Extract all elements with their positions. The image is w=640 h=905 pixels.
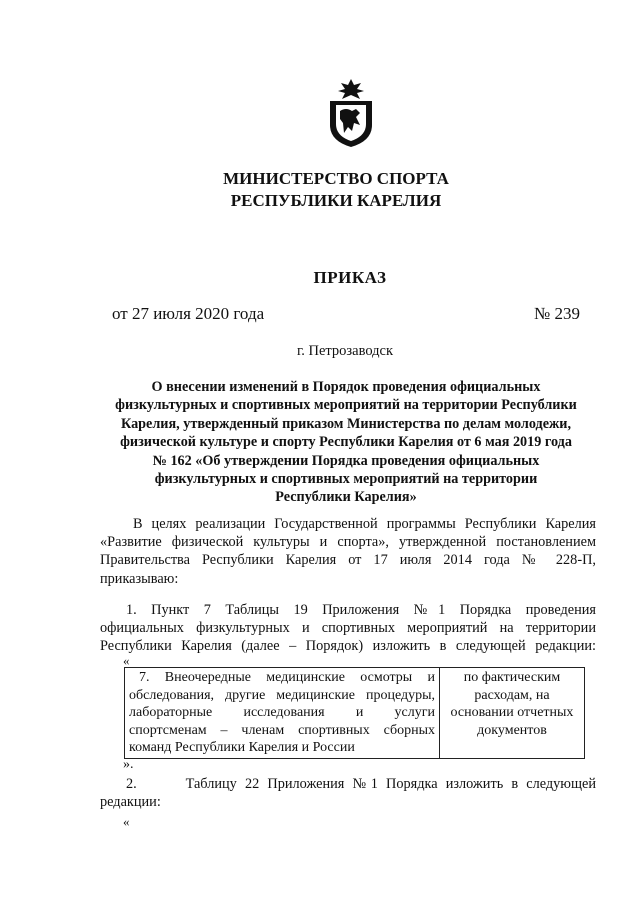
cell-line: документов (477, 722, 547, 738)
cell-line: лабораторные исследования и услуги (129, 705, 435, 721)
cell-line: расходам, на (474, 687, 550, 703)
preamble-paragraph (100, 515, 596, 588)
item-2-paragraph (100, 775, 596, 811)
cell-line: команд Республики Карелия и России (129, 740, 355, 756)
subject-line: Карелия, утвержденный приказом Министерства по делам молодежи, (120, 415, 572, 432)
document-date: от 27 июля 2020 года (112, 304, 265, 323)
subject-line: физической культуре и спорту Республики Карелия от 6 мая 2019 года (120, 434, 572, 451)
preamble-line: Правительства Республики Карелия от 17 июля 2014 года № 228-П, (100, 552, 596, 569)
coat-of-arms-emblem (326, 77, 376, 149)
ministry-line-2: РЕСПУБЛИКИ КАРЕЛИЯ (230, 191, 442, 210)
preamble-line: «Развитие физической культуры и спорта», утвержденной постановлением (100, 534, 596, 551)
item-1-line: 1. Пункт 7 Таблицы 19 Приложения №1 Порядка проведения (126, 602, 596, 618)
table-row (125, 668, 585, 759)
document-subject (80, 378, 612, 507)
document-city: г. Петрозаводск (296, 343, 394, 359)
item-2-line: редакции: (100, 794, 161, 811)
table-cell-cost-basis (440, 668, 585, 759)
table-cell-description (125, 668, 440, 759)
quote-open-2: « (123, 814, 130, 829)
item-1-line: официальных физкультурных и спортивных мероприятий на территории (100, 620, 596, 637)
subject-line: № 162 «Об утверждении Порядка проведения официальных (152, 452, 540, 469)
preamble-line: приказываю: (100, 570, 179, 587)
subject-line: физкультурных и спортивных мероприятий на территории (154, 471, 538, 488)
document-number: № 239 (534, 304, 580, 323)
quote-open-1: « (123, 653, 130, 668)
preamble-line: В целях реализации Государственной программы Республики Карелия (133, 516, 596, 532)
cell-line: 7. Внеочередные медицинские осмотры и (139, 670, 435, 685)
ministry-line-1: МИНИСТЕРСТВО СПОРТА (223, 169, 449, 188)
item-2-line: 2. Таблицу 22 Приложения №1 Порядка изложить в следующей (126, 776, 596, 792)
item-1-line: Республики Карелия (далее – Порядок) изложить в следующей редакции: (100, 638, 596, 655)
item-1-paragraph (100, 601, 596, 656)
subject-line: физкультурных и спортивных мероприятий на территории Республики (115, 397, 577, 414)
cell-line: основании отчетных (450, 705, 574, 721)
quote-close-1: ». (123, 757, 134, 772)
cell-line: по фактическим (463, 670, 561, 685)
ministry-name (0, 168, 640, 212)
document-type: ПРИКАЗ (313, 268, 387, 287)
amendment-table (124, 667, 585, 759)
cell-line: обследования, другие медицинские процедуры, (129, 687, 435, 703)
subject-line: О внесении изменений в Порядок проведения официальных (151, 379, 541, 395)
cell-line: спортсменам – членам спортивных сборных (129, 722, 435, 738)
subject-line: Республики Карелия» (275, 489, 417, 506)
